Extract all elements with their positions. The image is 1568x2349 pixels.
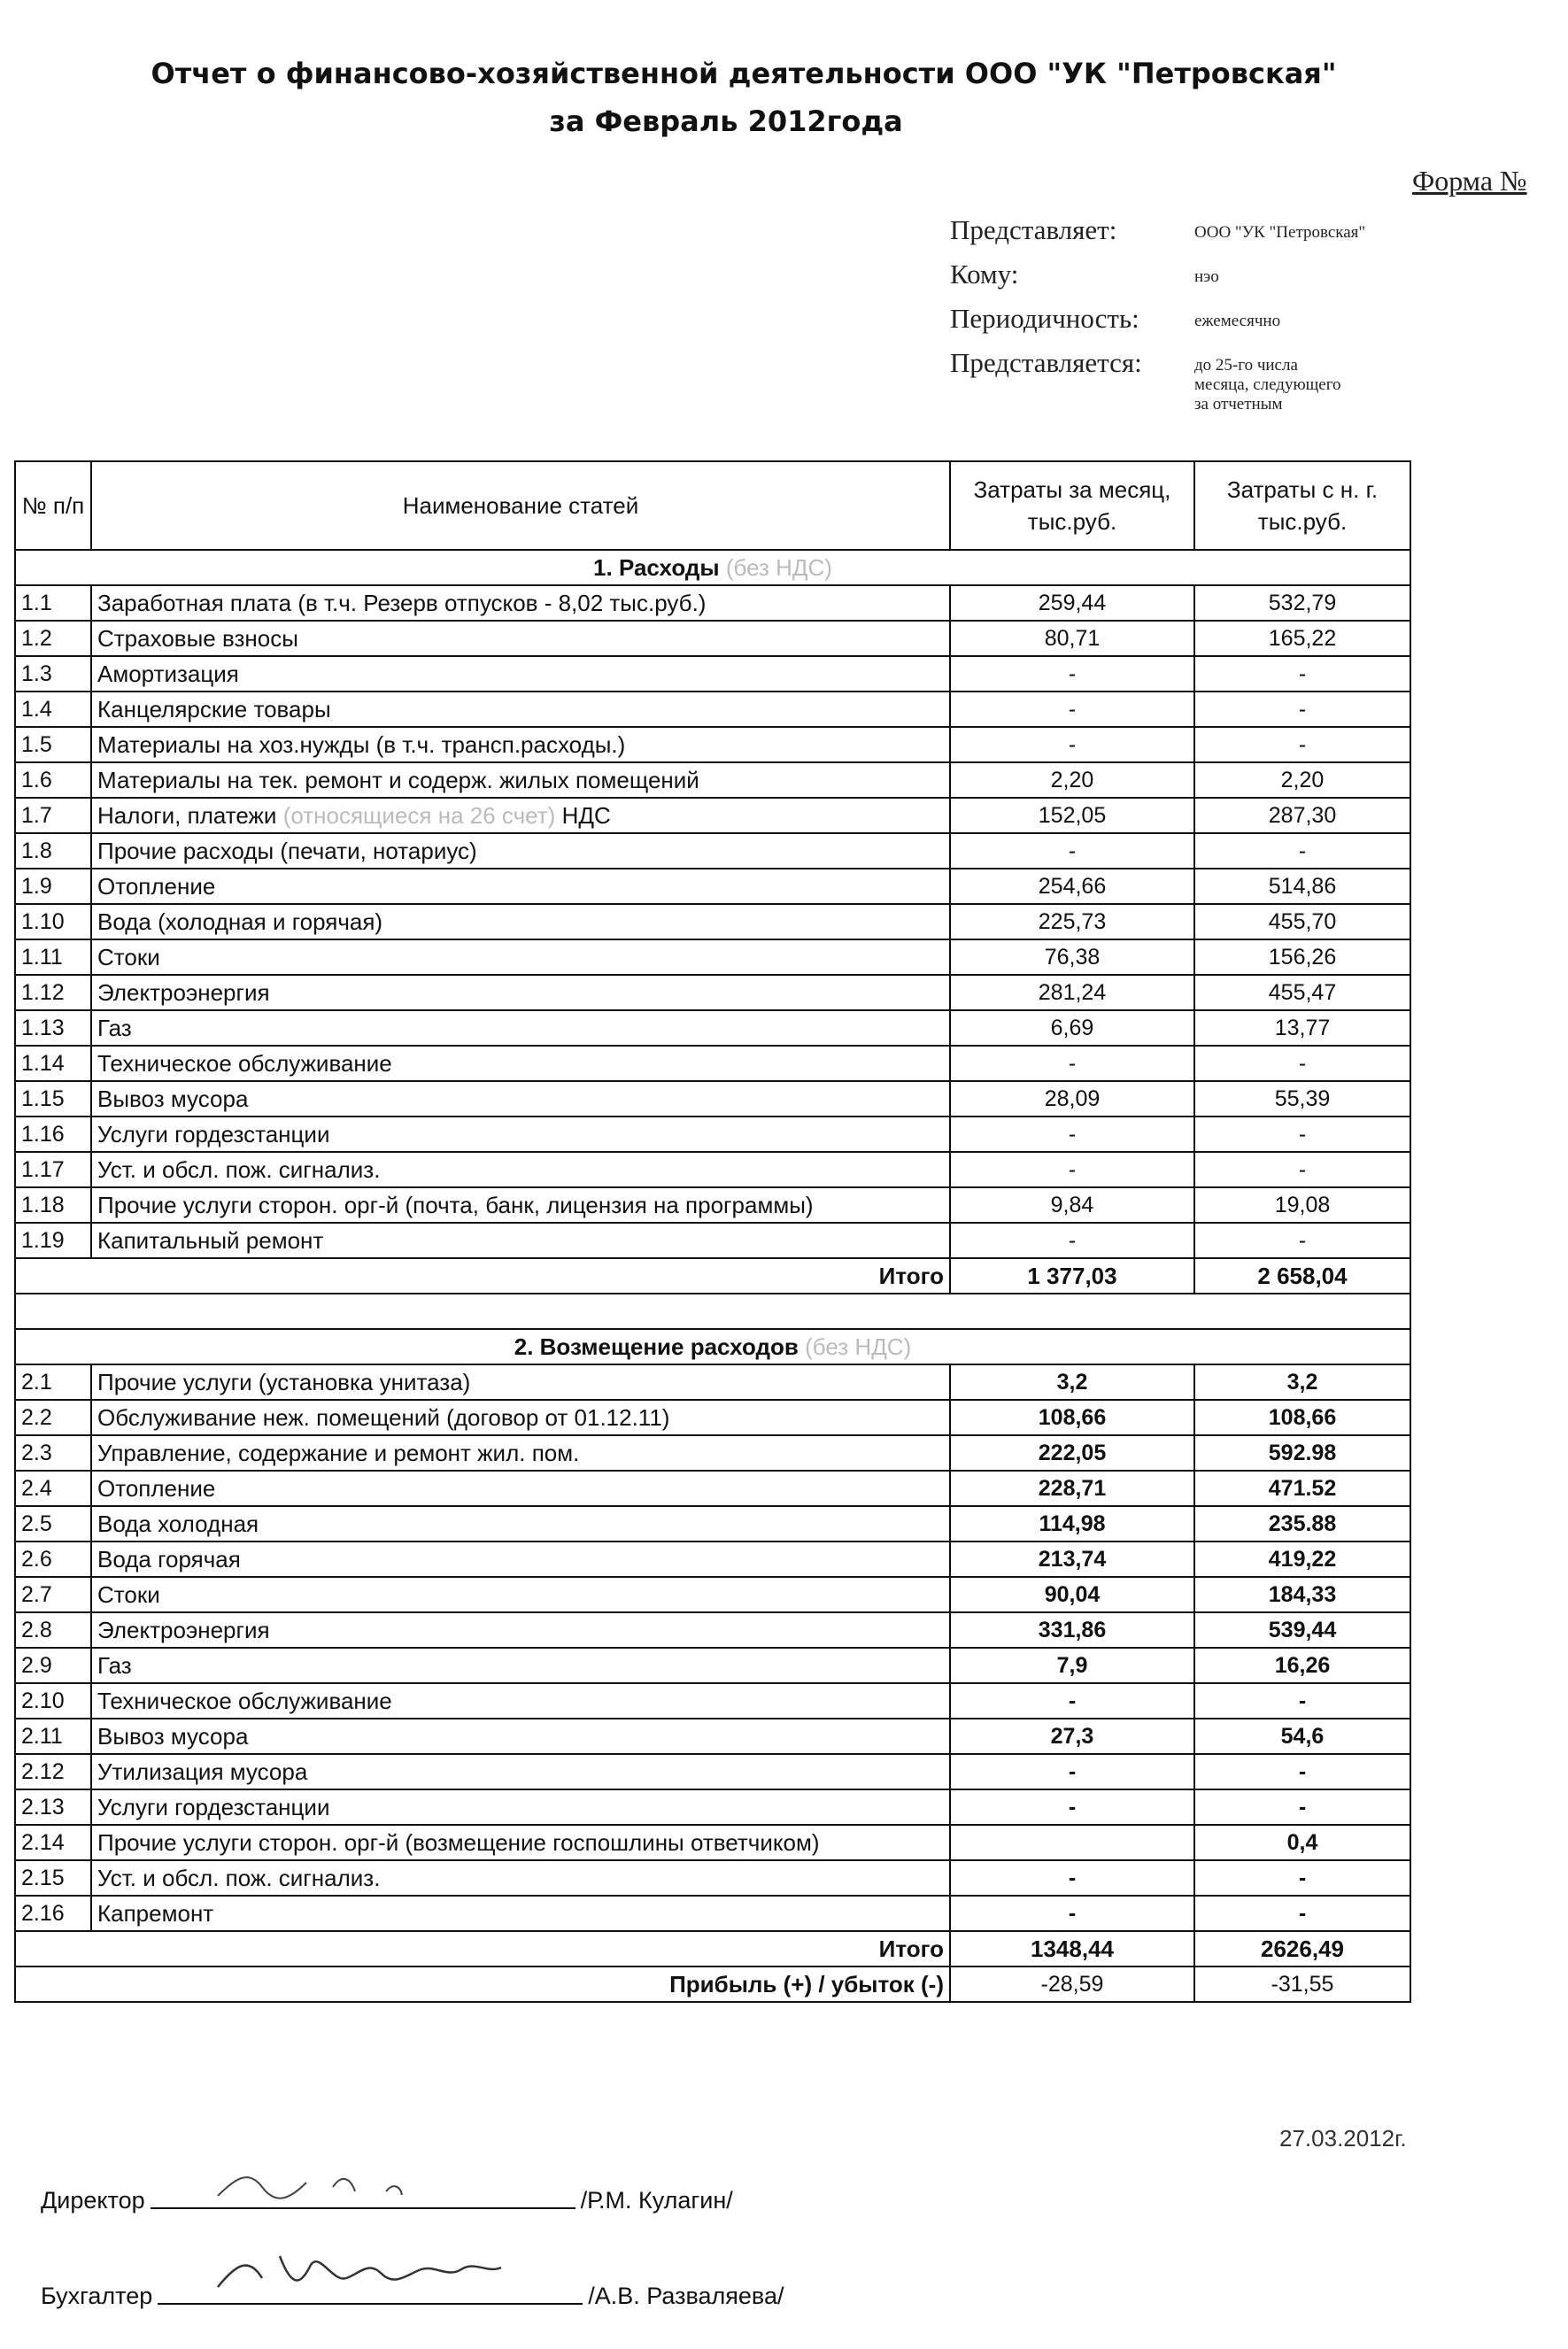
- section-spacer: [15, 1294, 1410, 1329]
- section1-total-label: Итого: [15, 1258, 950, 1294]
- meta-period: [950, 303, 1365, 347]
- row-number: 1.3: [15, 656, 91, 692]
- table-row: [15, 1187, 1410, 1223]
- table-row: [15, 1789, 1410, 1825]
- table-row: [15, 762, 1410, 798]
- table-row: [15, 1542, 1410, 1577]
- table-row: [15, 1896, 1410, 1931]
- row-number: 1.8: [15, 833, 91, 869]
- table-row: [15, 939, 1410, 975]
- row-name-main: Налоги, платежи: [97, 801, 277, 829]
- row-name: Капремонт: [91, 1896, 950, 1931]
- row-number: 1.16: [15, 1117, 91, 1152]
- row-ytd-value: 539,44: [1194, 1612, 1410, 1648]
- table-row: [15, 1471, 1410, 1506]
- row-number: 2.15: [15, 1860, 91, 1896]
- director-label: Директор: [41, 2187, 145, 2214]
- row-name: Канцелярские товары: [91, 692, 950, 727]
- row-number: 1.1: [15, 585, 91, 621]
- section-spacer-row: [15, 1294, 1410, 1329]
- row-number: 2.16: [15, 1896, 91, 1931]
- row-name: Материалы на тек. ремонт и содерж. жилых помещений: [91, 762, 950, 798]
- row-ytd-value: 2,20: [1194, 762, 1410, 798]
- meta-to: [950, 259, 1365, 303]
- row-number: 2.4: [15, 1471, 91, 1506]
- row-name: Услуги гордезстанции: [91, 1789, 950, 1825]
- row-name: Материалы на хоз.нужды (в т.ч. трансп.расходы.): [91, 727, 950, 762]
- row-ytd-value: -: [1194, 1860, 1410, 1896]
- header-ytd: Затраты с н. г. тыс.руб.: [1194, 461, 1410, 550]
- row-ytd-value: -: [1194, 1683, 1410, 1719]
- table-row: [15, 1754, 1410, 1789]
- row-month-value: 225,73: [950, 904, 1194, 939]
- table-row: [15, 798, 1410, 833]
- row-month-value: 3,2: [950, 1364, 1194, 1400]
- meta-due-line-3: за отчетным: [1194, 395, 1283, 413]
- row-month-value: 6,69: [950, 1010, 1194, 1046]
- section2-total-month: 1348,44: [950, 1931, 1194, 1967]
- row-name: Услуги гордезстанции: [91, 1117, 950, 1152]
- row-number: 2.12: [15, 1754, 91, 1789]
- row-number: 2.13: [15, 1789, 91, 1825]
- accountant-signature-line: [41, 2283, 784, 2310]
- meta-period-label: Периодичность:: [950, 303, 1139, 334]
- row-name: Прочие услуги сторон. орг-й (возмещение госпошлины ответчиком): [91, 1825, 950, 1860]
- section2-title: 2. Возмещение расходов: [514, 1333, 799, 1360]
- report-table: [14, 460, 1411, 2003]
- row-number: 1.9: [15, 869, 91, 904]
- row-name: Техническое обслуживание: [91, 1683, 950, 1719]
- row-month-value: 28,09: [950, 1081, 1194, 1117]
- section1-total-row: [15, 1258, 1410, 1294]
- table-row: [15, 1400, 1410, 1435]
- row-month-value: 2,20: [950, 762, 1194, 798]
- meta-to-value: нэо: [1194, 267, 1219, 286]
- header-month: Затраты за месяц, тыс.руб.: [950, 461, 1194, 550]
- row-number: 1.12: [15, 975, 91, 1010]
- section2-total-label: Итого: [15, 1931, 950, 1967]
- table-row: [15, 1825, 1410, 1860]
- row-ytd-value: 19,08: [1194, 1187, 1410, 1223]
- row-ytd-value: 0,4: [1194, 1825, 1410, 1860]
- row-ytd-value: -: [1194, 692, 1410, 727]
- section2-total-row: [15, 1931, 1410, 1967]
- table-row: [15, 1719, 1410, 1754]
- row-ytd-value: -: [1194, 727, 1410, 762]
- row-number: 1.17: [15, 1152, 91, 1187]
- row-month-value: -: [950, 656, 1194, 692]
- row-month-value: -: [950, 1223, 1194, 1258]
- table-row: [15, 621, 1410, 656]
- section1-note: (без НДС): [725, 553, 832, 581]
- row-name: Заработная плата (в т.ч. Резерв отпусков - 8,02 тыс.руб.): [91, 585, 950, 621]
- table-row: [15, 692, 1410, 727]
- row-name: [91, 798, 950, 833]
- row-ytd-value: 235.88: [1194, 1506, 1410, 1542]
- section1-title-cell: [15, 550, 1410, 585]
- row-number: 1.19: [15, 1223, 91, 1258]
- report-period: за Февраль 2012года: [549, 104, 903, 138]
- section2-total-ytd: 2626,49: [1194, 1931, 1410, 1967]
- row-ytd-value: -: [1194, 1152, 1410, 1187]
- row-number: 2.14: [15, 1825, 91, 1860]
- row-month-value: -: [950, 727, 1194, 762]
- accountant-handwritten-signature: [200, 2238, 572, 2300]
- row-month-value: -: [950, 1152, 1194, 1187]
- row-number: 1.18: [15, 1187, 91, 1223]
- table-row: [15, 904, 1410, 939]
- row-ytd-value: 471.52: [1194, 1471, 1410, 1506]
- row-name: Электроэнергия: [91, 1612, 950, 1648]
- accountant-name: /А.В. Разваляева/: [588, 2283, 784, 2309]
- accountant-label: Бухгалтер: [41, 2283, 153, 2309]
- row-month-value: -: [950, 1789, 1194, 1825]
- row-ytd-value: 455,70: [1194, 904, 1410, 939]
- row-month-value: 27,3: [950, 1719, 1194, 1754]
- row-number: 2.7: [15, 1577, 91, 1612]
- table-row: [15, 1117, 1410, 1152]
- row-number: 2.10: [15, 1683, 91, 1719]
- row-month-value: 108,66: [950, 1400, 1194, 1435]
- table-row: [15, 656, 1410, 692]
- section2-header-row: [15, 1329, 1410, 1364]
- row-name: Прочие услуги (установка унитаза): [91, 1364, 950, 1400]
- row-month-value: 90,04: [950, 1577, 1194, 1612]
- row-month-value: -: [950, 1860, 1194, 1896]
- table-row: [15, 1152, 1410, 1187]
- report-meta: [950, 214, 1366, 413]
- row-ytd-value: 592.98: [1194, 1435, 1410, 1471]
- row-ytd-value: 514,86: [1194, 869, 1410, 904]
- row-name: Газ: [91, 1648, 950, 1683]
- row-number: 1.11: [15, 939, 91, 975]
- row-name: Вода холодная: [91, 1506, 950, 1542]
- row-ytd-value: 165,22: [1194, 621, 1410, 656]
- row-month-value: 222,05: [950, 1435, 1194, 1471]
- table-row: [15, 833, 1410, 869]
- row-number: 2.1: [15, 1364, 91, 1400]
- row-name: Вода (холодная и горячая): [91, 904, 950, 939]
- section2-title-cell: [15, 1329, 1410, 1364]
- row-name: Стоки: [91, 1577, 950, 1612]
- row-number: 1.2: [15, 621, 91, 656]
- meta-due-value: [1194, 347, 1341, 414]
- row-number: 2.8: [15, 1612, 91, 1648]
- section1-title: 1. Расходы: [593, 553, 720, 581]
- row-name: Вывоз мусора: [91, 1719, 950, 1754]
- meta-presents: [950, 214, 1365, 259]
- table-row: [15, 1577, 1410, 1612]
- section1-total-ytd: 2 658,04: [1194, 1258, 1410, 1294]
- row-name: Отопление: [91, 869, 950, 904]
- section1-header-row: [15, 550, 1410, 585]
- row-month-value: 7,9: [950, 1648, 1194, 1683]
- row-month-value: -: [950, 1896, 1194, 1931]
- row-name: Вода горячая: [91, 1542, 950, 1577]
- meta-due-line-1: до 25-го числа: [1194, 356, 1298, 375]
- profit-label: Прибыль (+) / убыток (-): [15, 1967, 950, 2002]
- table-row: [15, 1612, 1410, 1648]
- section1-total-month: 1 377,03: [950, 1258, 1194, 1294]
- director-signature-line: [41, 2187, 733, 2214]
- row-name: Утилизация мусора: [91, 1754, 950, 1789]
- row-ytd-value: -: [1194, 833, 1410, 869]
- row-number: 1.7: [15, 798, 91, 833]
- row-name: Техническое обслуживание: [91, 1046, 950, 1081]
- table-row: [15, 1364, 1410, 1400]
- row-number: 2.9: [15, 1648, 91, 1683]
- row-number: 2.6: [15, 1542, 91, 1577]
- row-name: Страховые взносы: [91, 621, 950, 656]
- row-number: 1.15: [15, 1081, 91, 1117]
- row-ytd-value: 455,47: [1194, 975, 1410, 1010]
- row-ytd-value: 108,66: [1194, 1400, 1410, 1435]
- row-ytd-value: 54,6: [1194, 1719, 1410, 1754]
- row-name-faded: (относящиеся на 26 счет): [282, 801, 556, 829]
- table-row: [15, 1081, 1410, 1117]
- table-row: [15, 1435, 1410, 1471]
- row-number: 2.2: [15, 1400, 91, 1435]
- table-row: [15, 1860, 1410, 1896]
- accountant-sign-underline: [158, 2301, 583, 2305]
- row-name: Прочие расходы (печати, нотариус): [91, 833, 950, 869]
- row-name: Обслуживание неж. помещений (договор от 01.12.11): [91, 1400, 950, 1435]
- row-ytd-value: 13,77: [1194, 1010, 1410, 1046]
- row-ytd-value: -: [1194, 1223, 1410, 1258]
- row-ytd-value: -: [1194, 1789, 1410, 1825]
- meta-to-label: Кому:: [950, 259, 1019, 290]
- row-name: Уст. и обсл. пож. сигнализ.: [91, 1860, 950, 1896]
- row-ytd-value: -: [1194, 1896, 1410, 1931]
- row-number: 2.3: [15, 1435, 91, 1471]
- row-name: Стоки: [91, 939, 950, 975]
- form-number-label: Форма №: [1412, 165, 1527, 197]
- row-ytd-value: 55,39: [1194, 1081, 1410, 1117]
- row-month-value: 80,71: [950, 621, 1194, 656]
- row-ytd-value: 156,26: [1194, 939, 1410, 975]
- section2-note: (без НДС): [805, 1333, 912, 1360]
- row-month-value: -: [950, 1683, 1194, 1719]
- profit-month: -28,59: [950, 1967, 1194, 2002]
- table-body: [15, 550, 1410, 2002]
- header-name: Наименование статей: [91, 461, 950, 550]
- row-month-value: -: [950, 692, 1194, 727]
- row-ytd-value: 532,79: [1194, 585, 1410, 621]
- row-name: Управление, содержание и ремонт жил. пом.: [91, 1435, 950, 1471]
- row-month-value: [950, 1825, 1194, 1860]
- row-month-value: 114,98: [950, 1506, 1194, 1542]
- profit-ytd: -31,55: [1194, 1967, 1410, 2002]
- table-row: [15, 1648, 1410, 1683]
- row-ytd-value: -: [1194, 1754, 1410, 1789]
- row-month-value: -: [950, 833, 1194, 869]
- row-name: Газ: [91, 1010, 950, 1046]
- table-row: [15, 1506, 1410, 1542]
- meta-presents-value: ООО "УК "Петровская": [1194, 223, 1366, 242]
- row-ytd-value: -: [1194, 656, 1410, 692]
- table-header-row: [15, 461, 1410, 550]
- row-number: 1.14: [15, 1046, 91, 1081]
- meta-presents-label: Представляет:: [950, 214, 1117, 245]
- table-row: [15, 1010, 1410, 1046]
- row-ytd-value: 3,2: [1194, 1364, 1410, 1400]
- row-number: 1.13: [15, 1010, 91, 1046]
- row-month-value: -: [950, 1046, 1194, 1081]
- table-row: [15, 585, 1410, 621]
- meta-period-value: ежемесячно: [1194, 312, 1281, 330]
- meta-due-label: Представляется:: [950, 347, 1142, 378]
- row-name: Электроэнергия: [91, 975, 950, 1010]
- row-month-value: 76,38: [950, 939, 1194, 975]
- row-ytd-value: -: [1194, 1046, 1410, 1081]
- row-month-value: -: [950, 1754, 1194, 1789]
- row-month-value: 254,66: [950, 869, 1194, 904]
- row-ytd-value: 287,30: [1194, 798, 1410, 833]
- row-name: Капитальный ремонт: [91, 1223, 950, 1258]
- row-month-value: 331,86: [950, 1612, 1194, 1648]
- row-month-value: -: [950, 1117, 1194, 1152]
- table-row: [15, 869, 1410, 904]
- row-number: 1.5: [15, 727, 91, 762]
- row-number: 1.10: [15, 904, 91, 939]
- row-name: Прочие услуги сторон. орг-й (почта, банк, лицензия на программы): [91, 1187, 950, 1223]
- row-name-tail: НДС: [561, 801, 611, 829]
- row-month-value: 259,44: [950, 585, 1194, 621]
- row-month-value: 228,71: [950, 1471, 1194, 1506]
- row-name: Уст. и обсл. пож. сигнализ.: [91, 1152, 950, 1187]
- table-row: [15, 1046, 1410, 1081]
- row-ytd-value: 184,33: [1194, 1577, 1410, 1612]
- row-month-value: 9,84: [950, 1187, 1194, 1223]
- director-name: /Р.М. Кулагин/: [580, 2187, 733, 2214]
- row-month-value: 152,05: [950, 798, 1194, 833]
- row-ytd-value: -: [1194, 1117, 1410, 1152]
- row-name: Отопление: [91, 1471, 950, 1506]
- director-handwritten-signature: [209, 2160, 439, 2205]
- director-sign-underline: [151, 2206, 575, 2209]
- row-number: 1.4: [15, 692, 91, 727]
- row-number: 1.6: [15, 762, 91, 798]
- report-date: 27.03.2012г.: [1279, 2125, 1407, 2152]
- row-number: 2.5: [15, 1506, 91, 1542]
- table-row: [15, 1683, 1410, 1719]
- table-row: [15, 727, 1410, 762]
- row-ytd-value: 419,22: [1194, 1542, 1410, 1577]
- row-ytd-value: 16,26: [1194, 1648, 1410, 1683]
- row-month-value: 281,24: [950, 975, 1194, 1010]
- table-row: [15, 975, 1410, 1010]
- header-num: № п/п: [15, 461, 91, 550]
- profit-row: [15, 1967, 1410, 2002]
- meta-due: [950, 347, 1365, 413]
- row-number: 2.11: [15, 1719, 91, 1754]
- report-title: Отчет о финансово-хозяйственной деятельности ООО "УК "Петровская": [151, 57, 1337, 90]
- row-month-value: 213,74: [950, 1542, 1194, 1577]
- row-name: Вывоз мусора: [91, 1081, 950, 1117]
- meta-due-line-2: месяца, следующего: [1194, 375, 1341, 394]
- table-row: [15, 1223, 1410, 1258]
- row-name: Амортизация: [91, 656, 950, 692]
